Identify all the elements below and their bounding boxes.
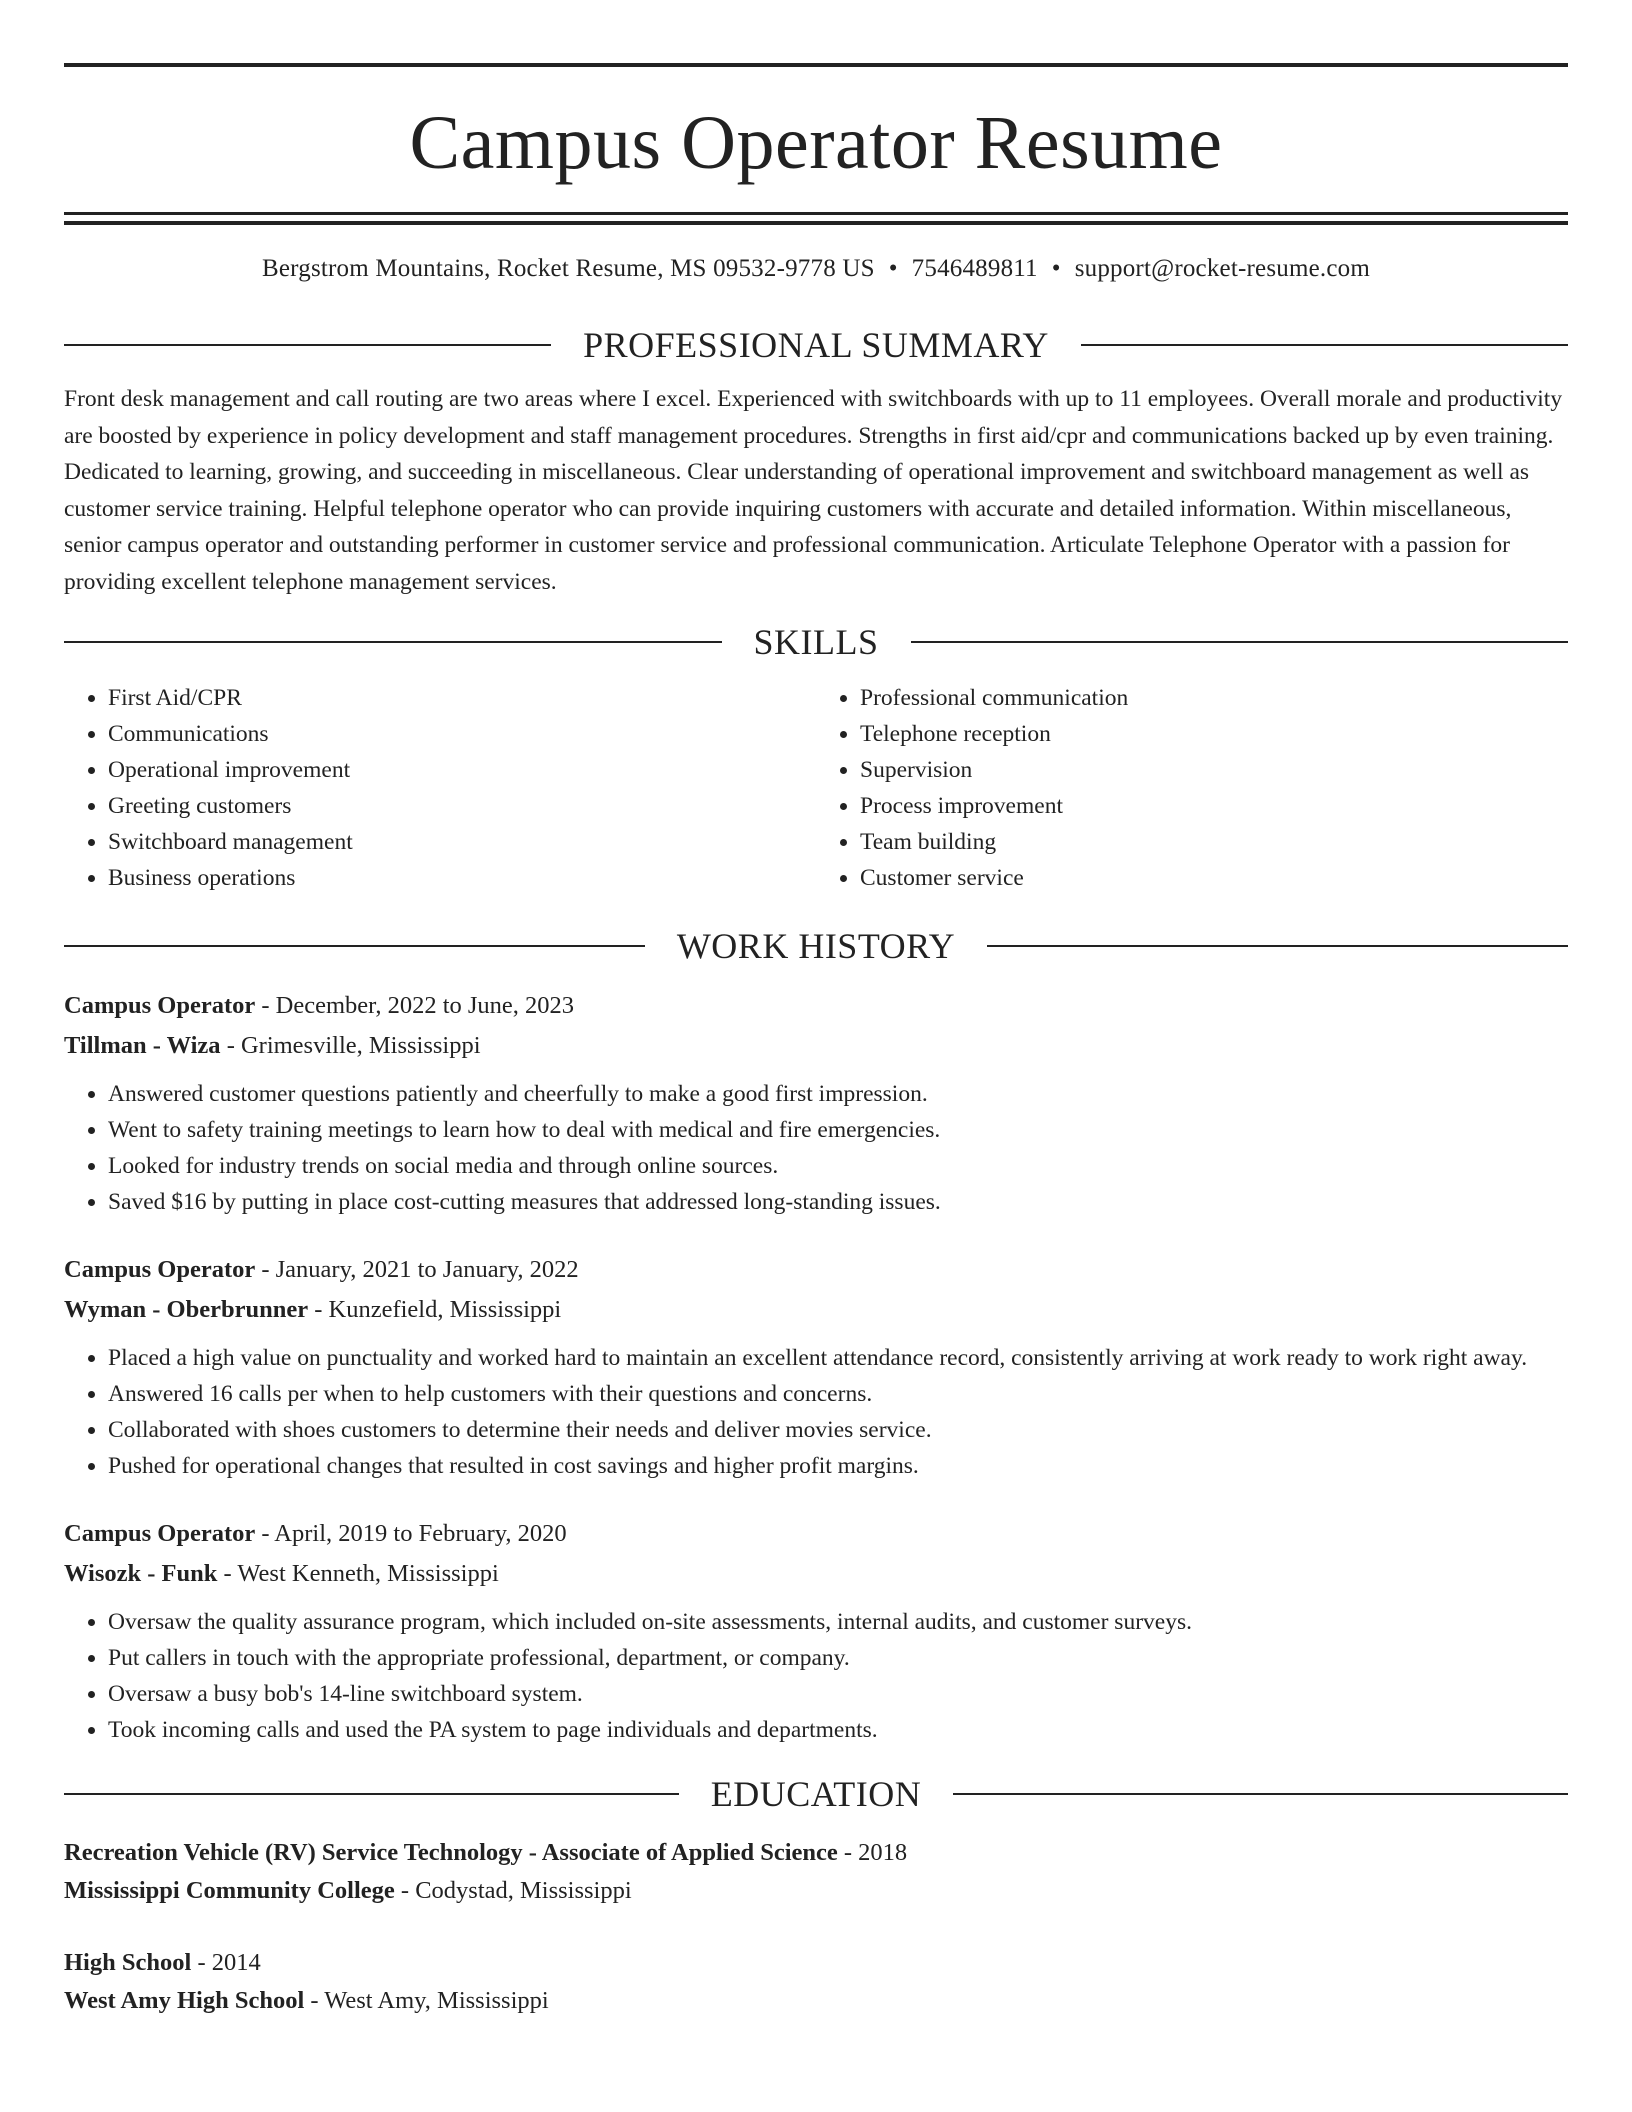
job-bullet: • Collaborated with shoes customers to determine their needs and deliver movies service. [108, 1412, 1568, 1448]
skill-item: • Switchboard management [108, 824, 816, 860]
skill-item: • First Aid/CPR [108, 680, 816, 716]
job-title-line [64, 1514, 1568, 1554]
education-degree: Recreation Vehicle (RV) Service Technology - Associate of Applied Science [64, 1839, 838, 1866]
skill-item: • Process improvement [860, 788, 1568, 824]
education-location: - Codystad, Mississippi [394, 1877, 632, 1904]
job-bullets [64, 1604, 1568, 1748]
job-bullets [64, 1076, 1568, 1220]
contact-separator: • [1051, 255, 1061, 282]
job-bullet: • Saved $16 by putting in place cost-cutting measures that addressed long-standing issues. [108, 1184, 1568, 1220]
job-dates: - January, 2021 to January, 2022 [255, 1256, 579, 1283]
skill-item: • Telephone reception [860, 716, 1568, 752]
job-title: Campus Operator [64, 992, 256, 1019]
heading-rule-left [64, 344, 551, 346]
education-year: - 2018 [837, 1839, 908, 1866]
heading-rule-left [64, 945, 645, 947]
job-company-line [64, 1290, 1568, 1330]
skill-item: • Business operations [108, 860, 816, 896]
job-bullet: • Oversaw a busy bob's 14-line switchboard system. [108, 1676, 1568, 1712]
heading-rule-left [64, 1793, 679, 1795]
contact-phone: 7546489811 [911, 255, 1038, 282]
job-title: Campus Operator [64, 1256, 256, 1283]
education-degree: High School [64, 1949, 192, 1976]
job-bullet: • Went to safety training meetings to learn how to deal with medical and fire emergencies. [108, 1112, 1568, 1148]
contact-line [64, 255, 1568, 283]
heading-rule-right [911, 641, 1569, 643]
heading-rule-right [1081, 344, 1568, 346]
skill-item: • Professional communication [860, 680, 1568, 716]
job-bullet: • Put callers in touch with the appropriate professional, department, or company. [108, 1640, 1568, 1676]
job-title-line [64, 986, 1568, 1026]
skill-item: • Greeting customers [108, 788, 816, 824]
job-bullets [64, 1340, 1568, 1484]
summary-text: Front desk management and call routing are two areas where I excel. Experienced with switchboards with up to 11 employees. Overall morale and productivity are boosted by experience in policy development and staff management procedures. Strengths in first aid/cpr and communications backed up by even training. Dedicated to learning, growing, and succeeding in miscellaneous. Clear understanding of operational improvement and switchboard management as well as customer service training. Helpful telephone operator who can provide inquiring customers with accurate and detailed information. Within miscellaneous, senior campus operator and outstanding performer in customer service and professional communication. Articulate Telephone Operator with a passion for providing excellent telephone management services. [64, 386, 1563, 595]
job-entry [64, 986, 1568, 1220]
skill-item: • Customer service [860, 860, 1568, 896]
skills-column-left [64, 680, 816, 896]
job-location: - West Kenneth, Mississippi [217, 1560, 499, 1587]
job-company-line [64, 1554, 1568, 1594]
contact-email: support@rocket-resume.com [1074, 255, 1370, 282]
job-bullet: • Took incoming calls and used the PA system to page individuals and departments. [108, 1712, 1568, 1748]
education-school: West Amy High School [64, 1987, 305, 2014]
job-title: Campus Operator [64, 1520, 256, 1547]
education-degree-line [64, 1834, 1568, 1872]
job-company: Wyman - Oberbrunner [64, 1296, 309, 1323]
job-entry [64, 1250, 1568, 1484]
work-heading: WORK HISTORY [676, 926, 956, 966]
skills-list [64, 680, 1568, 896]
summary-heading: PROFESSIONAL SUMMARY [583, 325, 1049, 365]
job-bullet: • Answered 16 calls per when to help customers with their questions and concerns. [108, 1376, 1568, 1412]
contact-address: Bergstrom Mountains, Rocket Resume, MS 09532-9778 US [262, 255, 875, 282]
job-dates: - December, 2022 to June, 2023 [255, 992, 575, 1019]
heading-rule-right [987, 945, 1568, 947]
contact-separator: • [888, 255, 898, 282]
education-section-heading [64, 1776, 1568, 1812]
education-school: Mississippi Community College [64, 1877, 395, 1904]
job-location: - Kunzefield, Mississippi [308, 1296, 562, 1323]
job-entry [64, 1514, 1568, 1748]
job-bullet: • Looked for industry trends on social media and through online sources. [108, 1148, 1568, 1184]
skill-item: • Operational improvement [108, 752, 816, 788]
skills-column-right [816, 680, 1568, 896]
job-company: Tillman - Wiza [64, 1032, 221, 1059]
skill-item: • Communications [108, 716, 816, 752]
top-rule [64, 63, 1568, 67]
education-degree-line [64, 1944, 1568, 1982]
education-entry [64, 1834, 1568, 1910]
work-section-heading [64, 928, 1568, 964]
education-heading: EDUCATION [710, 1774, 922, 1814]
job-company: Wisozk - Funk [64, 1560, 218, 1587]
job-location: - Grimesville, Mississippi [220, 1032, 481, 1059]
education-location: - West Amy, Mississippi [304, 1987, 549, 2014]
skills-heading: SKILLS [753, 622, 879, 662]
title-double-rule [64, 212, 1568, 225]
education-year: - 2014 [191, 1949, 261, 1976]
education-school-line [64, 1982, 1568, 2020]
job-company-line [64, 1026, 1568, 1066]
education-entry [64, 1944, 1568, 2020]
job-bullet: • Answered customer questions patiently and cheerfully to make a good first impression. [108, 1076, 1568, 1112]
job-bullet: • Placed a high value on punctuality and worked hard to maintain an excellent attendance record, consistently arriving at work ready to work right away. [108, 1340, 1568, 1376]
heading-rule-right [953, 1793, 1568, 1795]
job-bullet: • Oversaw the quality assurance program, which included on-site assessments, internal audits, and customer surveys. [108, 1604, 1568, 1640]
job-dates: - April, 2019 to February, 2020 [255, 1520, 567, 1547]
resume-title: Campus Operator Resume [409, 101, 1223, 185]
summary-section-heading [64, 327, 1568, 363]
job-bullet: • Pushed for operational changes that resulted in cost savings and higher profit margins. [108, 1448, 1568, 1484]
job-title-line [64, 1250, 1568, 1290]
education-school-line [64, 1872, 1568, 1910]
skill-item: • Team building [860, 824, 1568, 860]
skills-section-heading [64, 624, 1568, 660]
heading-rule-left [64, 641, 722, 643]
skill-item: • Supervision [860, 752, 1568, 788]
